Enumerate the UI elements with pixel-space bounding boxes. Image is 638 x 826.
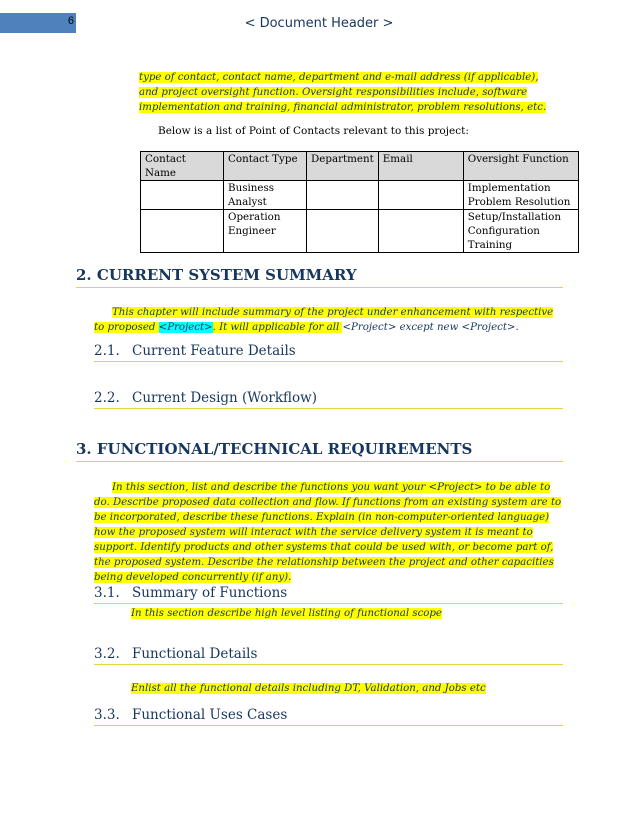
subsection-2-2-heading — [94, 390, 563, 409]
subsection-number: 3.2. — [94, 646, 120, 662]
page-number: 6 — [67, 15, 74, 27]
subsection-3-2-heading — [94, 646, 563, 665]
subsection-number: 2.1. — [94, 343, 120, 359]
cell-contact-name — [141, 181, 224, 210]
header-oversight-function: Oversight Function — [463, 152, 578, 181]
point-of-contacts-table — [140, 151, 579, 253]
subsection-title: Summary of Functions — [132, 585, 288, 601]
cell-email — [378, 210, 463, 253]
contact-intro-paragraph — [139, 70, 559, 115]
subsection-title: Functional Uses Cases — [132, 707, 288, 723]
cell-contact-type: Operation Engineer — [224, 210, 307, 253]
section3-paragraph — [94, 480, 564, 585]
subsection-title: Functional Details — [132, 646, 258, 662]
header-department: Department — [307, 152, 379, 181]
subsection-3-1-heading — [94, 585, 563, 604]
subsection-3-2-text — [131, 683, 486, 694]
intro-text: type of contact, contact name, department and e-mail address (if applicable), and project oversight function. Oversight responsibilities include, software implementation and training, financial administrator, problem resolutions, etc. — [139, 72, 547, 113]
header-contact-name: Contact Name — [141, 152, 224, 181]
cell-email — [378, 181, 463, 210]
subsection-number: 3.1. — [94, 585, 120, 601]
cell-contact-type: Business Analyst — [224, 181, 307, 210]
cell-department — [307, 181, 379, 210]
section2-heading: 2. CURRENT SYSTEM SUMMARY — [76, 266, 563, 288]
section2-paragraph — [94, 305, 564, 335]
section2-text-b: . It will applicable for all — [212, 322, 343, 333]
cell-oversight: Implementation Problem Resolution — [463, 181, 578, 210]
table-row — [141, 181, 579, 210]
table-header-row — [141, 152, 579, 181]
subsection-title: Current Design (Workflow) — [132, 390, 317, 406]
subsection-title: Current Feature Details — [132, 343, 296, 359]
subsection-3-1-text — [131, 608, 442, 619]
section3-heading: 3. FUNCTIONAL/TECHNICAL REQUIREMENTS — [76, 440, 563, 462]
subsection-text: Enlist all the functional details including DT, Validation, and Jobs etc — [131, 683, 486, 694]
subsection-2-1-heading — [94, 343, 563, 362]
subsection-text: In this section describe high level listing of functional scope — [131, 608, 442, 619]
section2-text-c: <Project> except new <Project>. — [342, 322, 519, 333]
poc-intro: Below is a list of Point of Contacts relevant to this project: — [158, 125, 469, 137]
section2-text-a: This chapter will include summary of the project under enhancement with respective to proposed — [94, 307, 554, 333]
table-row — [141, 210, 579, 253]
cell-contact-name — [141, 210, 224, 253]
header-contact-type: Contact Type — [224, 152, 307, 181]
subsection-number: 3.3. — [94, 707, 120, 723]
subsection-number: 2.2. — [94, 390, 120, 406]
cell-department — [307, 210, 379, 253]
section3-text: In this section, list and describe the functions you want your <Project> to be able to do. Describe proposed data collection and flow. If functions from an existing system are to be incorporated, describe these functions. Explain (in non-computer-oriented language) how the proposed system will interact with the service delivery system it is meant to support. Identify products and other systems that could be used with, or become part of, the proposed system. Describe the relationship between the project and other capacities being developed concurrently (if any). — [94, 482, 562, 583]
document-header: < Document Header > — [244, 16, 394, 31]
subsection-3-3-heading — [94, 707, 563, 726]
header-email: Email — [378, 152, 463, 181]
cell-oversight: Setup/Installation Configuration Training — [463, 210, 578, 253]
section2-project-token: <Project> — [158, 322, 213, 333]
